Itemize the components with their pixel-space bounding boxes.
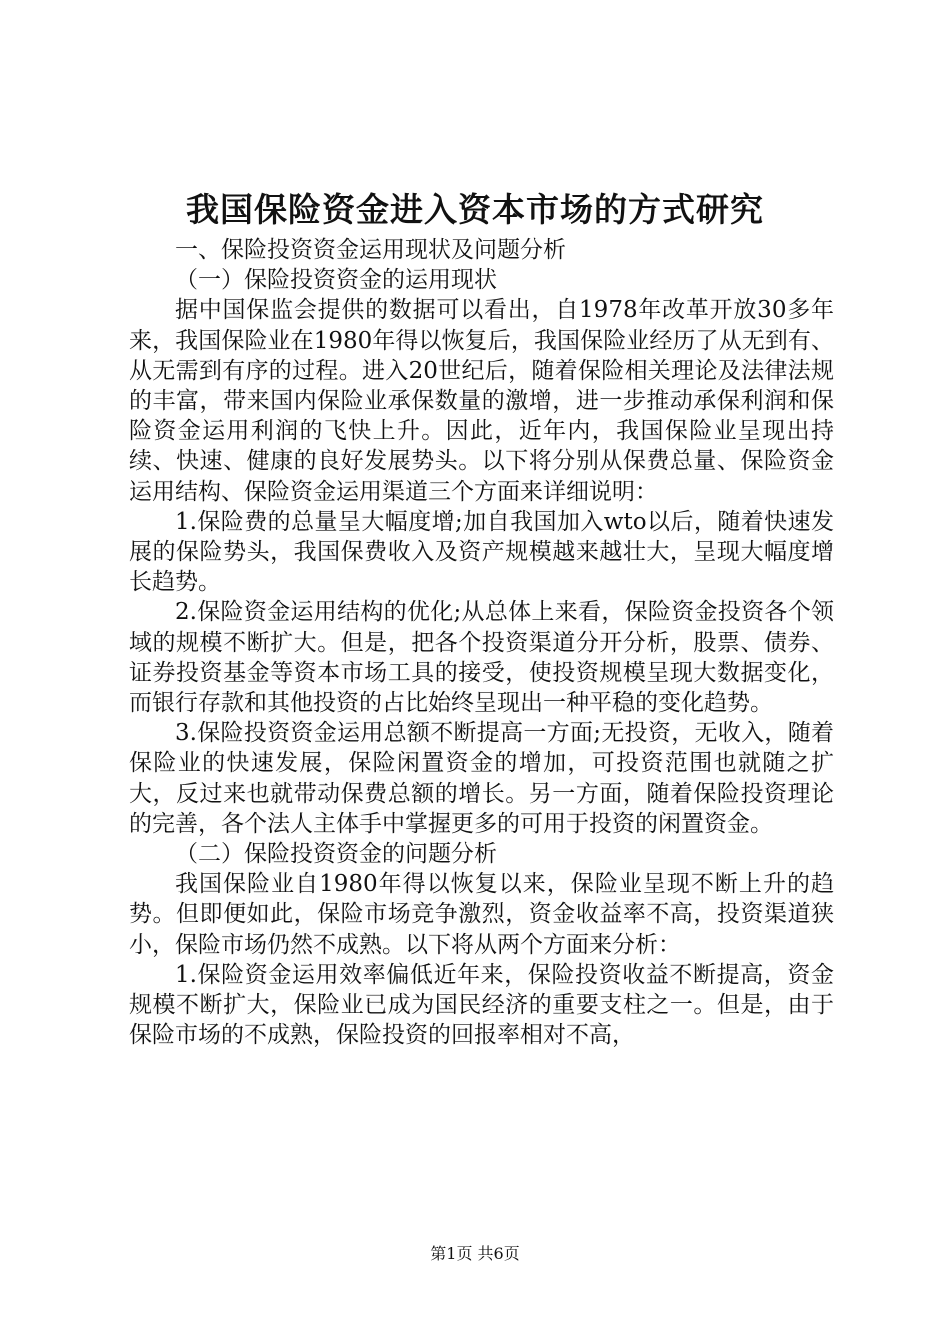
- body-paragraph: 2.保险资金运用结构的优化;从总体上来看，保险资金投资各个领域的规模不断扩大。但是，把各个投资渠道分开分析，股票、债券、证券投资基金等资本市场工具的接受，使投资规模呈现大数据变化，而银行存款和其他投资的占比始终呈现出一种平稳的变化趋势。: [129, 599, 834, 717]
- subsection-heading: （一）保险投资资金的运用现状: [175, 267, 497, 294]
- document-body: [129, 235, 834, 1050]
- document-title: 我国保险资金进入资本市场的方式研究: [186, 190, 764, 229]
- body-paragraph: 我国保险业自1980年得以恢复以来，保险业呈现不断上升的趋势。但即便如此，保险市场竞争激烈，资金收益率不高，投资渠道狭小，保险市场仍然不成熟。以下将从两个方面来分析：: [129, 871, 834, 958]
- subsection-heading: （二）保险投资资金的问题分析: [175, 841, 497, 868]
- section-heading: 一、保险投资资金运用现状及问题分析: [175, 237, 566, 263]
- body-paragraph: 据中国保监会提供的数据可以看出，自1978年改革开放30多年来，我国保险业在1980年得以恢复后，我国保险业经历了从无到有、从无需到有序的过程。进入20世纪后，随着保险相关理论及法律法规的丰富，带来国内保险业承保数量的激增，进一步推动承保利润和保险资金运用利润的飞快上升。因此，近年内，我国保险业呈现出持续、快速、健康的良好发展势头。以下将分别从保费总量、保险资金运用结构、保险资金运用渠道三个方面来详细说明：: [129, 297, 834, 505]
- page-number-footer: 第1页 共6页: [430, 1244, 520, 1263]
- body-paragraph: 1.保险资金运用效率偏低近年来，保险投资收益不断提高，资金规模不断扩大，保险业已成为国民经济的重要支柱之一。但是，由于保险市场的不成熟，保险投资的回报率相对不高，: [129, 961, 834, 1049]
- body-paragraph: 1.保险费的总量呈大幅度增;加自我国加入wto以后，随着快速发展的保险势头，我国保费收入及资产规模越来越壮大，呈现大幅度增长趋势。: [129, 508, 834, 596]
- body-paragraph: 3.保险投资资金运用总额不断提高一方面;无投资，无收入，随着保险业的快速发展，保险闲置资金的增加，可投资范围也就随之扩大，反过来也就带动保费总额的增长。另一方面，随着保险投资理论的完善，各个法人主体手中掌握更多的可用于投资的闲置资金。: [129, 720, 834, 837]
